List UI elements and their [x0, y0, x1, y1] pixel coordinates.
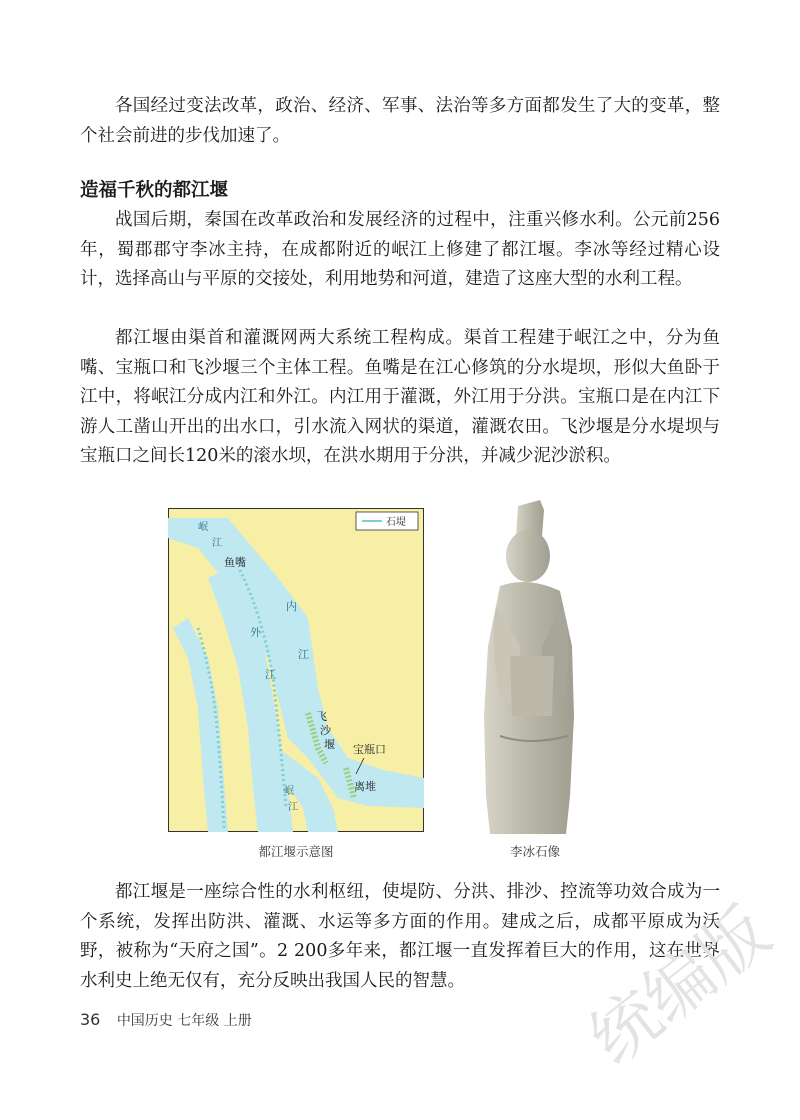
page-number: 36 [80, 1010, 101, 1029]
map-label-fei: 飞 [316, 710, 327, 723]
dujiangyan-map [168, 508, 424, 832]
map-label-yuzui: 鱼嘴 [224, 556, 246, 569]
map-label-jiang-bottom: 江 [288, 802, 298, 813]
map-label-wai-jiang: 江 [265, 668, 276, 681]
map-svg [168, 508, 424, 832]
map-label-nei: 内 [286, 600, 297, 613]
map-label-yan: 堰 [324, 738, 335, 751]
map-label-jiang-top: 江 [212, 538, 222, 549]
map-label-lidui: 离堆 [354, 780, 376, 793]
paragraph-background: 战国后期，秦国在改革政治和发展经济的过程中，注重兴修水利。公元前256年，蜀郡郡守李冰主持，在成都附近的岷江上修建了都江堰。李冰等经过精心设计，选择高山与平原的交接处，利用地势和河道，建造了这座大型的水利工程。 [80, 210, 720, 289]
map-label-nei-jiang: 江 [298, 648, 309, 661]
map-label-min-bottom: 岷 [284, 786, 294, 797]
section-heading: 造福千秋的都江堰 [80, 180, 229, 201]
paragraph-intro: 各国经过变法改革，政治、经济、军事、法治等多方面都发生了大的变革，整个社会前进的步伐加速了。 [80, 96, 720, 146]
map-label-baopingkou: 宝瓶口 [353, 743, 386, 756]
book-title: 中国历史 七年级 上册 [116, 1013, 252, 1029]
paragraph-significance: 都江堰是一座综合性的水利枢纽，使堤防、分洪、排沙、控流等功效合成为一个系统，发挥出防洪、灌溉、水运等多方面的作用。建成之后，成都平原成为沃野，被称为“天府之国”。2 200多年来，都江堰一直发挥着巨大的作用，这在世界水利史上绝无仅有，充分反映出我国人民的智慧。 [80, 882, 720, 991]
map-caption: 都江堰示意图 [258, 844, 334, 859]
map-label-min-top: 岷 [198, 522, 208, 533]
map-label-sha: 沙 [320, 724, 331, 737]
map-legend-label: 石堤 [386, 517, 406, 528]
page-footer [80, 1010, 252, 1030]
paragraph-structure: 都江堰由渠首和灌溉网两大系统工程构成。渠首工程建于岷江之中，分为鱼嘴、宝瓶口和飞沙堰三个主体工程。鱼嘴是在江心修筑的分水堤坝，形似大鱼卧于江中，将岷江分成内江和外江。内江用于灌溉，外江用于分洪。宝瓶口是在内江下游人工凿山开出的出水口，引水流入网状的渠道，灌溉农田。飞沙堰是分水堤坝与宝瓶口之间长120米的滚水坝，在洪水期用于分洪，并减少泥沙淤积。 [80, 328, 720, 466]
statue-svg [470, 496, 600, 836]
watermark [540, 830, 780, 1094]
statue-caption: 李冰石像 [509, 844, 560, 859]
watermark-text: 统编版 [575, 892, 780, 1081]
li-bing-statue-image [470, 496, 600, 836]
map-label-wai: 外 [250, 626, 261, 639]
